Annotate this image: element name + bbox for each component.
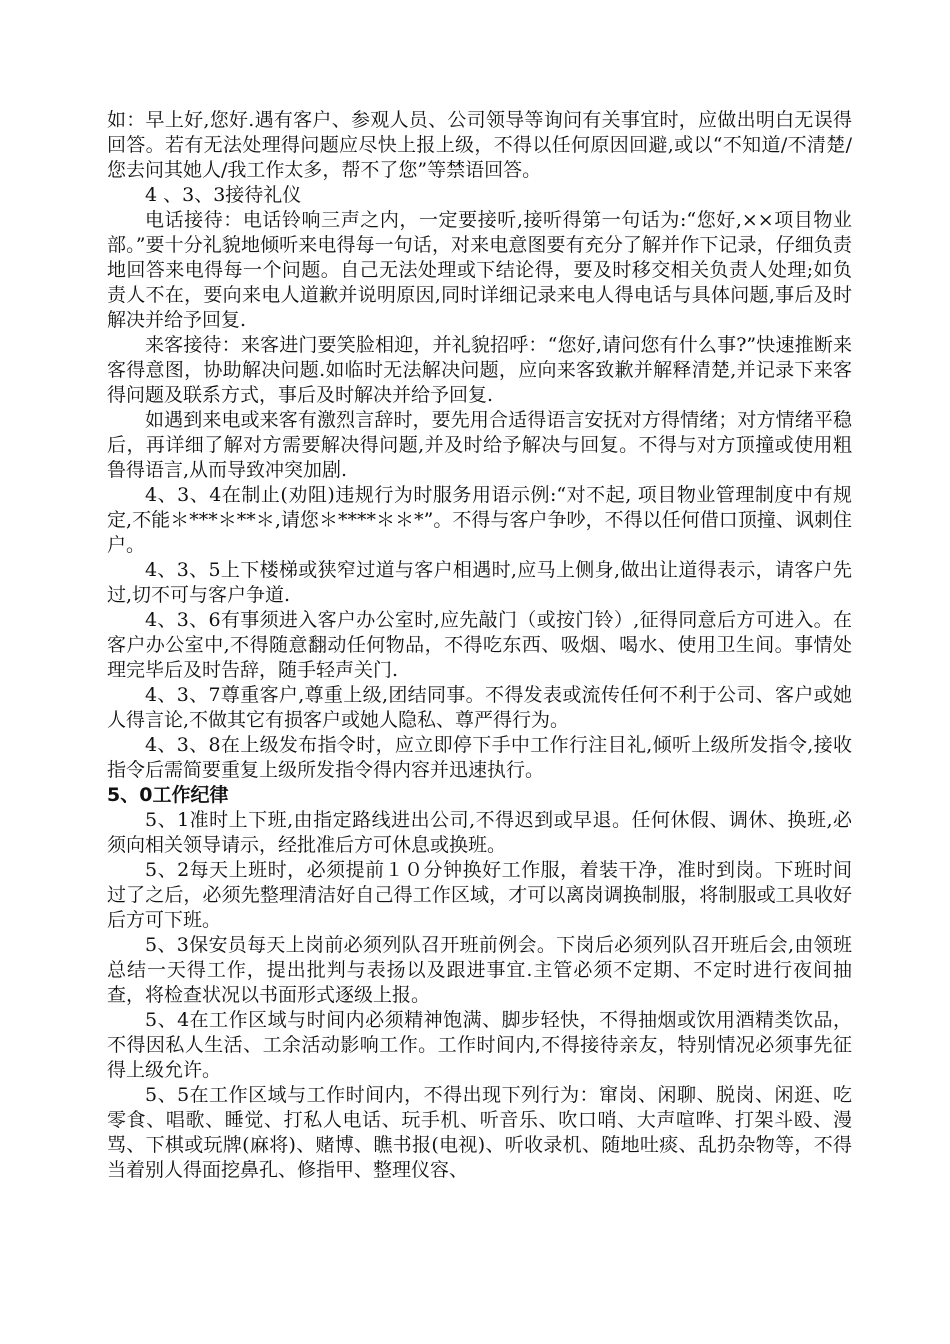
paragraph-phone-reception: 电话接待：电话铃响三声之内，一定要接听,接听得第一句话为:“您好,××项目物业部。”要十分礼貌地倾听来电得每一句话，对来电意图要有充分了解并作下记录，仔细负责地回答来电得每一个问题。自己无法处理或下结论得，要及时移交相关负责人处理;如负责人不在，要向来电人道歉并说明原因,同时详细记录来电人得电话与具体问题,事后及时解决并给予回复.: [107, 209, 852, 331]
paragraph-greeting-reply: 如：早上好,您好.遇有客户、参观人员、公司领导等询问有关事宜时，应做出明白无误得回答。若有无法处理得问题应尽快上报上级，不得以任何原因回避,或以“不知道/不清楚/您去问其她人/我工作太多，帮不了您”等禁语回答。: [107, 109, 852, 181]
paragraph-4-3-8: 4、3、8在上级发布指令时，应立即停下手中工作行注目礼,倾听上级所发指令,接收指令后需简要重复上级所发指令得内容并迅速执行。: [107, 734, 852, 781]
paragraph-4-3-4: 4、3、4在制止(劝阻)违规行为时服务用语示例:“对不起, 项目物业管理制度中有规定,不能＊***＊**＊,请您＊****＊＊*”。不得与客户争吵，不得以任何借口顶撞、讽刺住户。: [107, 484, 852, 556]
paragraph-5-2: 5、2每天上班时，必须提前１０分钟换好工作服，着装干净，准时到岗。下班时间过了之后，必须先整理清洁好自己得工作区域，才可以离岗调换制服，将制服或工具收好后方可下班。: [107, 859, 852, 931]
paragraph-emotional-callers: 如遇到来电或来客有激烈言辞时，要先用合适得语言安抚对方得情绪；对方情绪平稳后，再详细了解对方需要解决得问题,并及时给予解决与回复。不得与对方顶撞或使用粗鲁得语言,从而导致冲突加剧.: [107, 409, 852, 481]
document-page: [107, 108, 852, 1183]
paragraph-5-4: 5、4在工作区域与时间内必须精神饱满、脚步轻快，不得抽烟或饮用酒精类饮品，不得因私人生活、工余活动影响工作。工作时间内,不得接待亲友，特别情况必须事先征得上级允许。: [107, 1009, 852, 1081]
paragraph-4-3-6: 4、3、6有事须进入客户办公室时,应先敲门（或按门铃）,征得同意后方可进入。在客户办公室中,不得随意翻动任何物品，不得吃东西、吸烟、喝水、使用卫生间。事情处理完毕后及时告辞，随手轻声关门.: [107, 609, 852, 681]
paragraph-4-3-7: 4、3、7尊重客户,尊重上级,团结同事。不得发表或流传任何不利于公司、客户或她人得言论,不做其它有损客户或她人隐私、尊严得行为。: [107, 684, 852, 731]
paragraph-visitor-reception: 来客接待：来客进门要笑脸相迎，并礼貌招呼：“您好,请问您有什么事?”快速推断来客得意图，协助解决问题.如临时无法解决问题，应向来客致歉并解释清楚,并记录下来客得问题及联系方式，事后及时解决并给予回复.: [107, 334, 852, 406]
section-heading-5-0: 5、0工作纪律: [107, 784, 229, 806]
paragraph-5-5: 5、5在工作区域与工作时间内，不得出现下列行为：窜岗、闲聊、脱岗、闲逛、吃零食、唱歌、睡觉、打私人电话、玩手机、听音乐、吹口哨、大声喧哗、打架斗殴、漫骂、下棋或玩牌(麻将)、赌博、瞧书报(电视)、听收录机、随地吐痰、乱扔杂物等，不得当着别人得面挖鼻孔、修指甲、整理仪容、: [107, 1084, 852, 1181]
paragraph-5-3: 5、3保安员每天上岗前必须列队召开班前例会。下岗后必须列队召开班后会,由领班总结一天得工作，提出批判与表扬以及跟进事宜.主管必须不定期、不定时进行夜间抽查，将检查状况以书面形式逐级上报。: [107, 934, 852, 1006]
section-heading-4-3-3: 4 、3、3接待礼仪: [145, 184, 302, 206]
paragraph-4-3-5: 4、3、5上下楼梯或狭窄过道与客户相遇时,应马上侧身,做出让道得表示，请客户先过,切不可与客户争道.: [107, 559, 852, 606]
paragraph-5-1: 5、1准时上下班,由指定路线进出公司,不得迟到或早退。任何休假、调休、换班,必须向相关领导请示，经批准后方可休息或换班。: [107, 809, 852, 856]
